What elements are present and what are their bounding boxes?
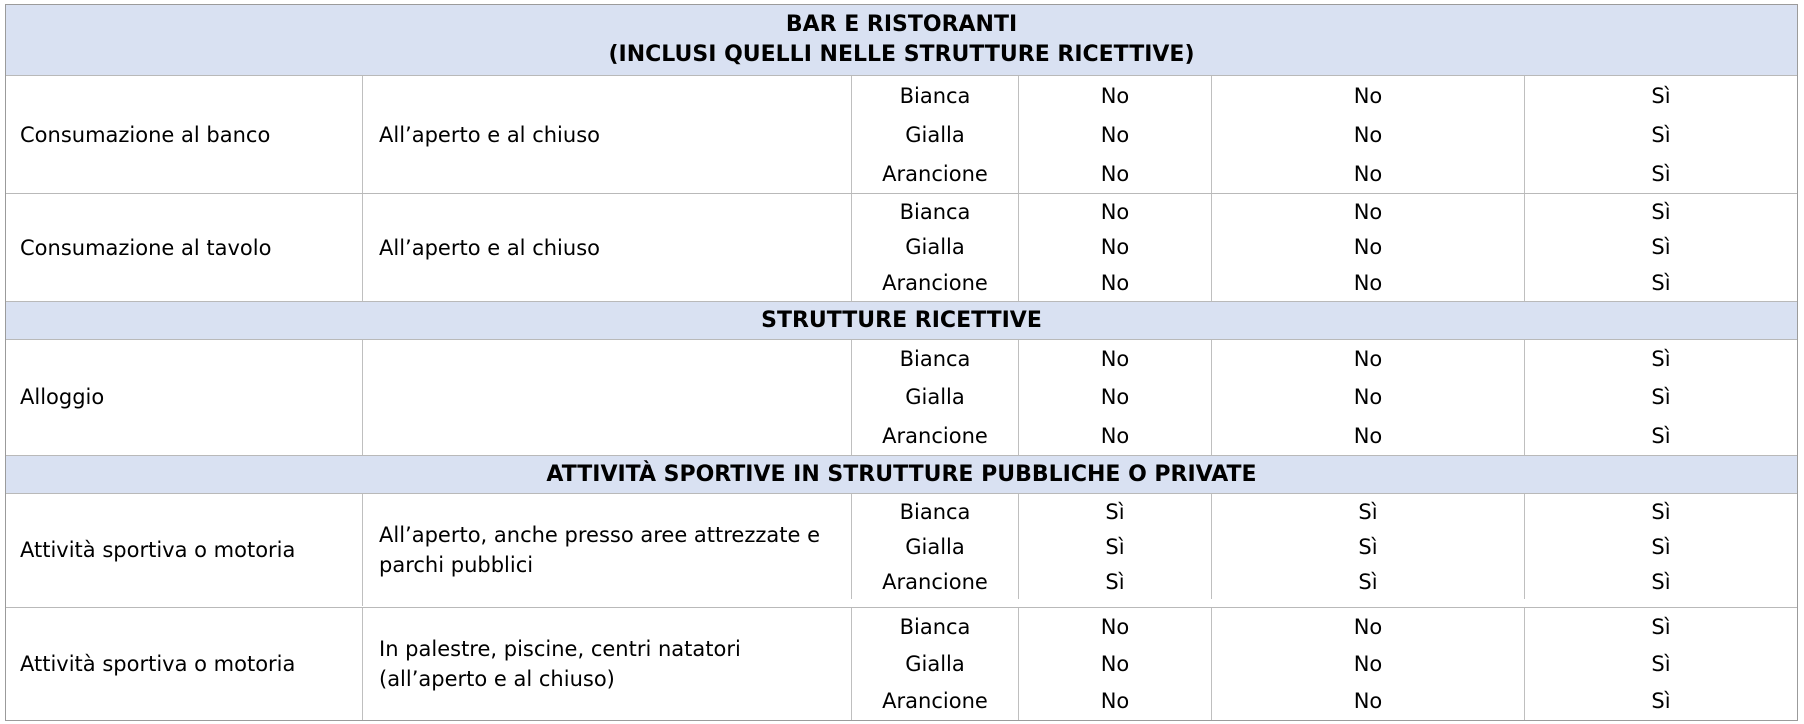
value-cell: Sì bbox=[1018, 564, 1211, 599]
value-cell: No bbox=[1211, 608, 1524, 645]
zone-cell: Arancione bbox=[851, 564, 1018, 599]
value-cell: Sì bbox=[1524, 645, 1797, 682]
value-cell: No bbox=[1211, 115, 1524, 154]
value-cell: Sì bbox=[1018, 494, 1211, 529]
row-group-consumazione-al-tavolo bbox=[6, 193, 1797, 301]
row-group-attivita-sportiva-palestre bbox=[6, 607, 1797, 720]
value-cell: Sì bbox=[1524, 194, 1797, 230]
value-cell: No bbox=[1211, 230, 1524, 266]
value-cell: No bbox=[1018, 115, 1211, 154]
activity-cell: Alloggio bbox=[20, 385, 105, 410]
activity-cell: Consumazione al tavolo bbox=[20, 235, 272, 260]
setting-cell: All’aperto, anche presso aree attrezzate e parchi pubblici bbox=[362, 494, 851, 606]
value-cell: No bbox=[1211, 154, 1524, 193]
zone-cell: Arancione bbox=[851, 683, 1018, 720]
value-cell: No bbox=[1211, 417, 1524, 455]
row-group-consumazione-al-banco bbox=[6, 75, 1797, 193]
zone-cell: Bianca bbox=[851, 608, 1018, 645]
row-group-alloggio bbox=[6, 339, 1797, 455]
section-header-line: ATTIVITÀ SPORTIVE IN STRUTTURE PUBBLICHE O PRIVATE bbox=[546, 462, 1257, 487]
value-cell: No bbox=[1018, 608, 1211, 645]
value-cell: Sì bbox=[1524, 340, 1797, 378]
value-cell: No bbox=[1018, 194, 1211, 230]
value-cell: Sì bbox=[1524, 265, 1797, 301]
value-cell: No bbox=[1018, 417, 1211, 455]
zone-cell: Bianca bbox=[851, 494, 1018, 529]
value-cell: Sì bbox=[1018, 529, 1211, 564]
value-cell: No bbox=[1211, 683, 1524, 720]
zone-cell: Arancione bbox=[851, 265, 1018, 301]
row-group-attivita-sportiva-aperto bbox=[6, 493, 1797, 607]
zone-cell: Bianca bbox=[851, 194, 1018, 230]
zone-cell: Arancione bbox=[851, 417, 1018, 455]
value-cell: Sì bbox=[1524, 76, 1797, 115]
value-cell: No bbox=[1018, 230, 1211, 266]
zone-cell: Gialla bbox=[851, 378, 1018, 416]
value-cell: No bbox=[1211, 645, 1524, 682]
activity-cell: Attività sportiva o motoria bbox=[20, 651, 296, 676]
zone-cell: Gialla bbox=[851, 529, 1018, 564]
activity-cell: Attività sportiva o motoria bbox=[20, 538, 296, 562]
value-cell: No bbox=[1211, 194, 1524, 230]
value-cell: Sì bbox=[1211, 564, 1524, 599]
zone-cell: Gialla bbox=[851, 645, 1018, 682]
section-header-line: BAR E RISTORANTI bbox=[785, 12, 1018, 37]
value-cell: Sì bbox=[1524, 378, 1797, 416]
value-cell: Sì bbox=[1524, 417, 1797, 455]
value-cell: No bbox=[1211, 378, 1524, 416]
value-cell: No bbox=[1018, 340, 1211, 378]
value-cell: No bbox=[1018, 378, 1211, 416]
value-cell: No bbox=[1211, 76, 1524, 115]
setting-cell: All’aperto e al chiuso bbox=[362, 194, 851, 301]
section-header-line: STRUTTURE RICETTIVE bbox=[761, 308, 1042, 333]
section-header-line: (INCLUSI QUELLI NELLE STRUTTURE RICETTIVE) bbox=[608, 42, 1195, 67]
section-header-strutture-ricettive bbox=[6, 301, 1797, 339]
zone-cell: Gialla bbox=[851, 115, 1018, 154]
activity-cell: Consumazione al banco bbox=[20, 122, 271, 147]
setting-cell bbox=[362, 340, 851, 455]
value-cell: No bbox=[1018, 683, 1211, 720]
value-cell: Sì bbox=[1211, 529, 1524, 564]
value-cell: Sì bbox=[1524, 230, 1797, 266]
value-cell: No bbox=[1018, 645, 1211, 682]
value-cell: Sì bbox=[1524, 115, 1797, 154]
value-cell: Sì bbox=[1524, 154, 1797, 193]
setting-cell: All’aperto e al chiuso bbox=[362, 76, 851, 193]
value-cell: No bbox=[1018, 76, 1211, 115]
value-cell: No bbox=[1211, 340, 1524, 378]
value-cell: Sì bbox=[1211, 494, 1524, 529]
value-cell: No bbox=[1018, 265, 1211, 301]
value-cell: Sì bbox=[1524, 564, 1797, 599]
value-cell: Sì bbox=[1524, 683, 1797, 720]
zone-rules-table bbox=[5, 4, 1798, 721]
value-cell: No bbox=[1018, 154, 1211, 193]
section-header-attivita-sportive bbox=[6, 455, 1797, 493]
value-cell: Sì bbox=[1524, 608, 1797, 645]
value-cell: No bbox=[1211, 265, 1524, 301]
zone-cell: Gialla bbox=[851, 230, 1018, 266]
value-cell: Sì bbox=[1524, 494, 1797, 529]
zone-cell: Bianca bbox=[851, 76, 1018, 115]
zone-cell: Arancione bbox=[851, 154, 1018, 193]
section-header-bar-e-ristoranti bbox=[6, 5, 1797, 75]
setting-cell: In palestre, piscine, centri natatori (all’aperto e al chiuso) bbox=[362, 608, 851, 720]
zone-cell: Bianca bbox=[851, 340, 1018, 378]
value-cell: Sì bbox=[1524, 529, 1797, 564]
